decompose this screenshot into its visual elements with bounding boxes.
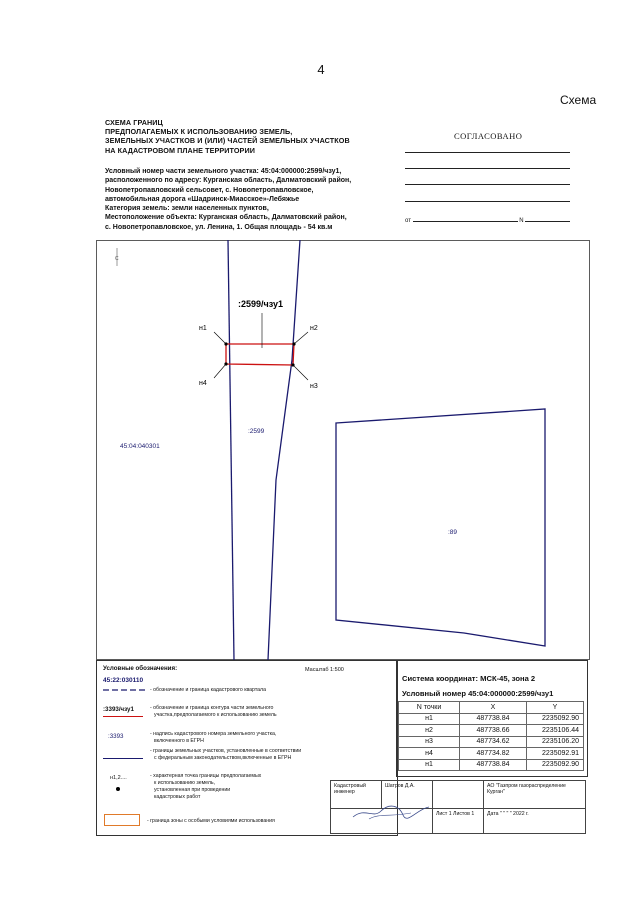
- desc-line: Условный номер части земельного участка: 45:04:000000:2599/чзу1,: [105, 168, 342, 175]
- point-label-n1: н1: [199, 325, 207, 332]
- legend-text-block: [150, 773, 261, 801]
- blue-line-symbol: [103, 758, 143, 759]
- stamp-empty: [433, 781, 484, 809]
- parcel-89-boundary: [336, 409, 545, 646]
- parcel-label: :2599: [248, 428, 265, 435]
- legend-symbol-parcel: :3393: [108, 733, 124, 740]
- legend-text: - характерная точка границы предполагаемых: [150, 773, 262, 779]
- x-cell: 487734.82: [460, 748, 527, 760]
- desc-line: Новопетропавловский сельсовет, с. Новопетропавловское,: [105, 186, 314, 194]
- quarter-label: 45:04:040301: [120, 443, 160, 450]
- date-blank: [413, 221, 518, 222]
- table-row: [399, 725, 584, 737]
- title-stamp: [330, 780, 586, 834]
- leader-n1: [214, 332, 226, 344]
- coordinates-table: [398, 701, 584, 771]
- point-cell: н1: [399, 713, 460, 725]
- legend-text: участка,предполагаемого к использованию земель: [154, 712, 277, 718]
- legend-text-block: [150, 705, 277, 719]
- column-header: N точки: [399, 702, 460, 714]
- x-cell: 487738.66: [460, 725, 527, 737]
- part-chzu1-contour: [226, 344, 294, 365]
- desc-line: расположенного по адресу: Курганская область, Далматовский район,: [105, 177, 352, 185]
- y-cell: 2235106.20: [527, 736, 584, 748]
- desc-line: Категория земель: земли населенных пунктов,: [105, 205, 269, 213]
- legend-text: - граница зоны с особыми условиями использования: [147, 818, 275, 824]
- legend-quarter-code: 45:22:030110: [103, 677, 144, 684]
- table-header-row: [399, 702, 584, 714]
- point-label-n2: н2: [310, 325, 318, 332]
- point-cell: н4: [399, 748, 460, 760]
- scale-label: Масштаб 1:500: [305, 667, 344, 673]
- stamp-name: Шатров Д.А.: [382, 781, 433, 809]
- date-number-line: [405, 218, 575, 224]
- point-label-n4: н4: [199, 380, 207, 387]
- stamp-signature-cell: [331, 808, 433, 833]
- legend-text: к использованию земель,: [154, 780, 216, 786]
- table-row: [399, 759, 584, 771]
- coord-system: Система координат: МСК-45, зона 2: [402, 674, 536, 683]
- point-cell: н3: [399, 736, 460, 748]
- dashed-line-symbol: [103, 687, 145, 693]
- x-cell: 487738.84: [460, 759, 527, 771]
- page-number: 4: [317, 62, 325, 77]
- stamp-sheet: Лист 1 Листов 1: [433, 808, 484, 833]
- number-blank: [525, 221, 570, 222]
- agreed-label: СОГЛАСОВАНО: [454, 131, 523, 141]
- stamp-date: Дата " " " " 2022 г.: [484, 808, 586, 833]
- table-row: [399, 713, 584, 725]
- part-label: :2599/чзу1: [238, 299, 284, 309]
- column-header: X: [460, 702, 527, 714]
- signature-line: [405, 152, 570, 153]
- title-line: ЗЕМЕЛЬНЫХ УЧАСТКОВ И (ИЛИ) ЧАСТЕЙ ЗЕМЕЛЬНЫХ УЧАСТКОВ: [105, 136, 350, 146]
- signature-line: [405, 184, 570, 185]
- legend-symbol-part: :3393/чзу1: [103, 706, 134, 713]
- signature-scribble: [351, 803, 431, 821]
- legend-title: Условные обозначения:: [103, 665, 178, 672]
- y-cell: 2235092.90: [527, 713, 584, 725]
- legend-text: с федеральным законодательством,включенные в ЕГРН: [154, 755, 292, 761]
- x-cell: 487734.62: [460, 736, 527, 748]
- leader-n4: [214, 364, 226, 378]
- legend-text-block: [150, 731, 276, 745]
- signature-line: [405, 201, 570, 202]
- scheme-title: [105, 118, 405, 155]
- title-line: ПРЕДПОЛАГАЕМЫХ К ИСПОЛЬЗОВАНИЮ ЗЕМЕЛЬ,: [105, 127, 293, 137]
- stamp-role: Кадастровый инженер: [331, 781, 382, 809]
- desc-line: Местоположение объекта: Курганская область, Далматовский район,: [105, 214, 347, 222]
- y-cell: 2235092.91: [527, 748, 584, 760]
- cond-number: Условный номер 45:04:000000:2599/чзу1: [402, 689, 554, 698]
- legend-text: - обозначение и граница кадастрового квартала: [150, 687, 266, 693]
- legend-text: кадастровых работ: [154, 794, 201, 800]
- legend-text: - обозначение и граница контура части земельного: [150, 705, 274, 711]
- red-line-symbol: [103, 716, 143, 717]
- scheme-description: [105, 167, 405, 232]
- scheme-label: Схема: [560, 93, 597, 107]
- legend-text-block: [150, 748, 301, 762]
- column-header: Y: [527, 702, 584, 714]
- title-line: НА КАДАСТРОВОМ ПЛАНЕ ТЕРРИТОРИИ: [105, 145, 255, 155]
- point-dot-symbol: [116, 787, 120, 791]
- y-cell: 2235092.90: [527, 759, 584, 771]
- map-frame: [97, 241, 590, 660]
- legend-text: - надпись кадастрового номера земельного участка,: [150, 731, 277, 737]
- desc-line: с. Новопетропавловское, ул. Ленина, 1. Общая площадь - 54 кв.м: [105, 223, 333, 231]
- x-cell: 487738.84: [460, 713, 527, 725]
- point-cell: н1: [399, 759, 460, 771]
- signature-line: [405, 168, 570, 169]
- n-label: N: [519, 218, 524, 224]
- stamp-org: АО "Газпром газораспределение Курган": [484, 781, 586, 809]
- title-line: СХЕМА ГРАНИЦ: [105, 118, 163, 127]
- table-row: [399, 736, 584, 748]
- leader-n2: [294, 332, 308, 344]
- north-label: С: [115, 256, 119, 262]
- cadastral-map: [96, 240, 590, 660]
- leader-n3: [293, 365, 308, 380]
- table-row: [399, 748, 584, 760]
- y-cell: 2235106.44: [527, 725, 584, 737]
- desc-line: автомобильная дорога «Шадринск-Миасское»-Лебяжье: [105, 195, 300, 203]
- legend-text: - границы земельных участков, установленные в соответствии: [150, 748, 302, 754]
- point-cell: н2: [399, 725, 460, 737]
- legend-text: включенного в ЕГРН: [154, 738, 204, 744]
- legend-symbol-point: н1,2....: [110, 775, 127, 781]
- orange-zone-symbol: [104, 814, 140, 826]
- other-parcel-label: :89: [448, 529, 458, 536]
- ot-label: от: [405, 218, 411, 224]
- parcel-2599-left-boundary: [228, 240, 234, 660]
- legend-text: установленная при проведении: [154, 787, 231, 793]
- point-label-n3: н3: [310, 383, 318, 390]
